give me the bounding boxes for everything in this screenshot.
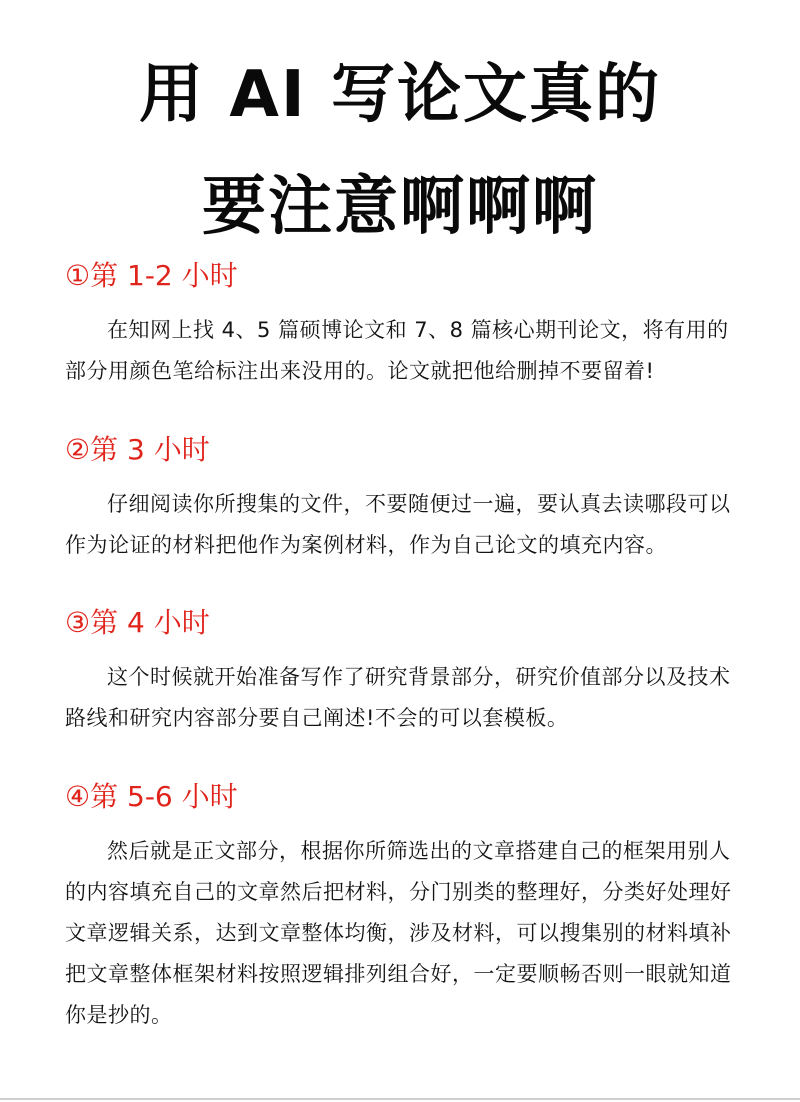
circled-number-1: ① <box>65 259 91 292</box>
section-body: 这个时候就开始准备写作了研究背景部分，研究价值部分以及技术路线和研究内容部分要自己阐述!不会的可以套模板。 <box>65 665 731 730</box>
section-heading <box>65 433 745 466</box>
circled-number-3: ③ <box>65 606 91 639</box>
section-3 <box>65 606 745 739</box>
section-4 <box>65 780 745 1036</box>
page-title-line-1: 用 AI 写论文真的 <box>139 58 661 132</box>
section-heading-text: 第 3 小时 <box>90 433 210 466</box>
section-body: 在知网上找 4、5 篇硕博论文和 7、8 篇核心期刊论文，将有用的部分用颜色笔给标注出来没用的。论文就把他给删掉不要留着! <box>65 318 729 383</box>
section-2 <box>65 433 745 566</box>
section-body: 仔细阅读你所搜集的文件，不要随便过一遍，要认真去读哪段可以作为论证的材料把他作为案例材料，作为自己论文的填充内容。 <box>65 492 731 557</box>
page-title-line-2: 要注意啊啊啊 <box>202 170 598 244</box>
section-heading-text: 第 1-2 小时 <box>90 259 238 292</box>
section-body: 然后就是正文部分，根据你所筛选出的文章搭建自己的框架用别人的内容填充自己的文章然后把材料，分门别类的整理好，分类好处理好文章逻辑关系，达到文章整体均衡，涉及材料，可以搜集别的材料填补把文章整体框架材料按照逻辑排列组合好，一定要顺畅否则一眼就知道你是抄的。 <box>65 839 732 1027</box>
bottom-divider <box>0 1098 800 1100</box>
section-1 <box>65 259 745 392</box>
section-heading-text: 第 5-6 小时 <box>90 780 238 813</box>
section-heading-text: 第 4 小时 <box>90 606 210 639</box>
circled-number-2: ② <box>65 433 91 466</box>
section-heading <box>65 606 745 639</box>
section-heading <box>65 780 745 813</box>
circled-number-4: ④ <box>65 780 91 813</box>
section-heading <box>65 259 745 292</box>
